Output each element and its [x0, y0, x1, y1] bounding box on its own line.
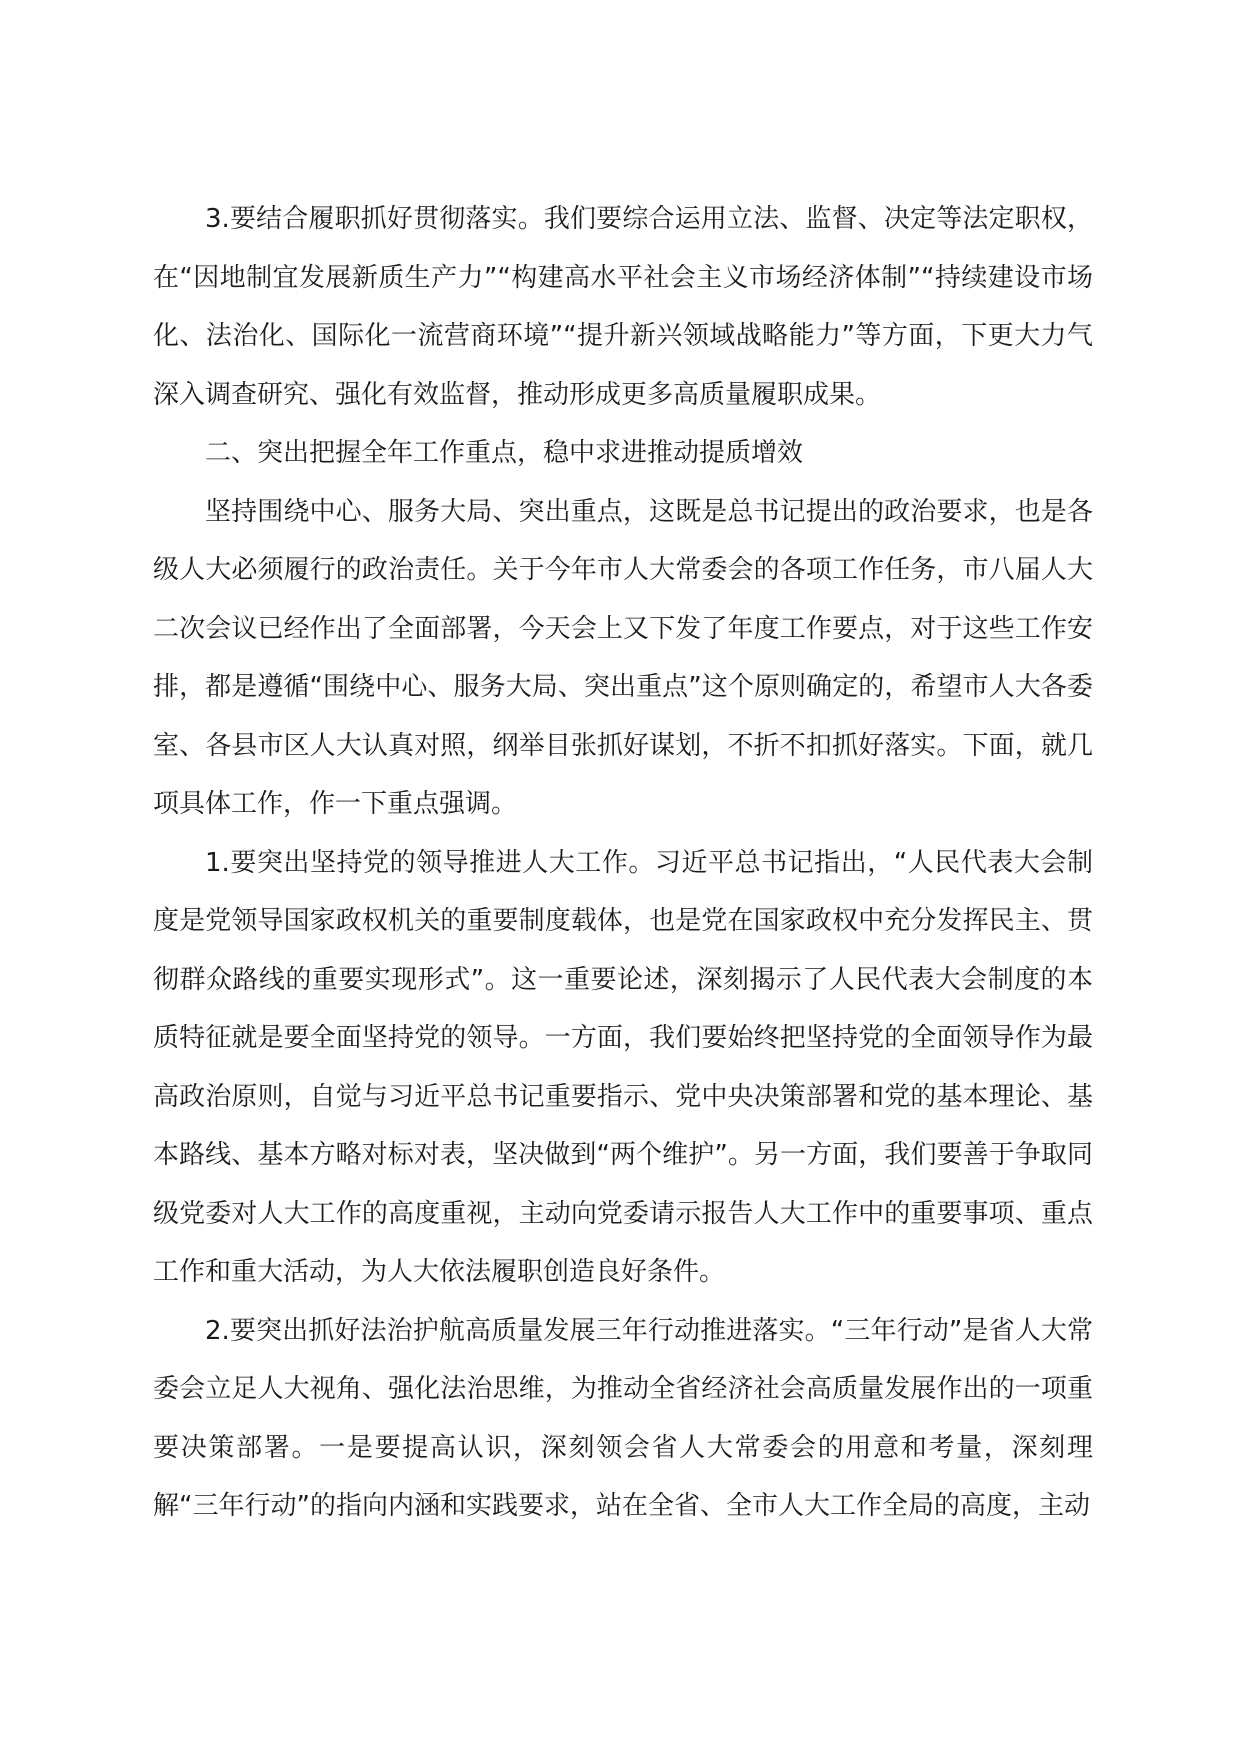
section-heading-2: 二、突出把握全年工作重点，稳中求进推动提质增效 [205, 438, 804, 468]
paragraph-point-2-three-year-action: 2.要突出抓好法治护航高质量发展三年行动推进落实。“三年行动”是省人大常委会立足人大视角、强化法治思维，为推动全省经济社会高质量发展作出的一项重要决策部署。一是要提高认识，深刻领会省人大常委会的用意和考量，深刻理解“三年行动”的指向内涵和实践要求，站在全省、全市人大工作全局的高度，主动 [153, 1315, 1093, 1521]
paragraph-section-3-implementation: 3.要结合履职抓好贯彻落实。我们要综合运用立法、监督、决定等法定职权，在“因地制宜发展新质生产力”“构建高水平社会主义市场经济体制”“持续建设市场化、法治化、国际化一流营商环境”“提升新兴领域战略能力”等方面，下更大力气深入调查研究、强化有效监督，推动形成更多高质量履职成果。 [153, 204, 1093, 410]
document-body [153, 190, 1093, 1536]
paragraph-point-1-party-leadership: 1.要突出坚持党的领导推进人大工作。习近平总书记指出，“人民代表大会制度是党领导国家政权机关的重要制度载体，也是党在国家政权中充分发挥民主、贯彻群众路线的重要实现形式”。这一重要论述，深刻揭示了人民代表大会制度的本质特征就是要全面坚持党的领导。一方面，我们要始终把坚持党的全面领导作为最高政治原则，自觉与习近平总书记重要指示、党中央决策部署和党的基本理论、基本路线、基本方略对标对表，坚决做到“两个维护”。另一方面，我们要善于争取同级党委对人大工作的高度重视，主动向党委请示报告人大工作中的重要事项、重点工作和重大活动，为人大依法履职创造良好条件。 [153, 847, 1093, 1287]
paragraph-annual-priorities: 坚持围绕中心、服务大局、突出重点，这既是总书记提出的政治要求，也是各级人大必须履行的政治责任。关于今年市人大常委会的各项工作任务，市八届人大二次会议已经作出了全面部署，今天会上又下发了年度工作要点，对于这些工作安排，都是遵循“围绕中心、服务大局、突出重点”这个原则确定的，希望市人大各委室、各县市区人大认真对照，纲举目张抓好谋划，不折不扣抓好落实。下面，就几项具体工作，作一下重点强调。 [153, 496, 1093, 819]
